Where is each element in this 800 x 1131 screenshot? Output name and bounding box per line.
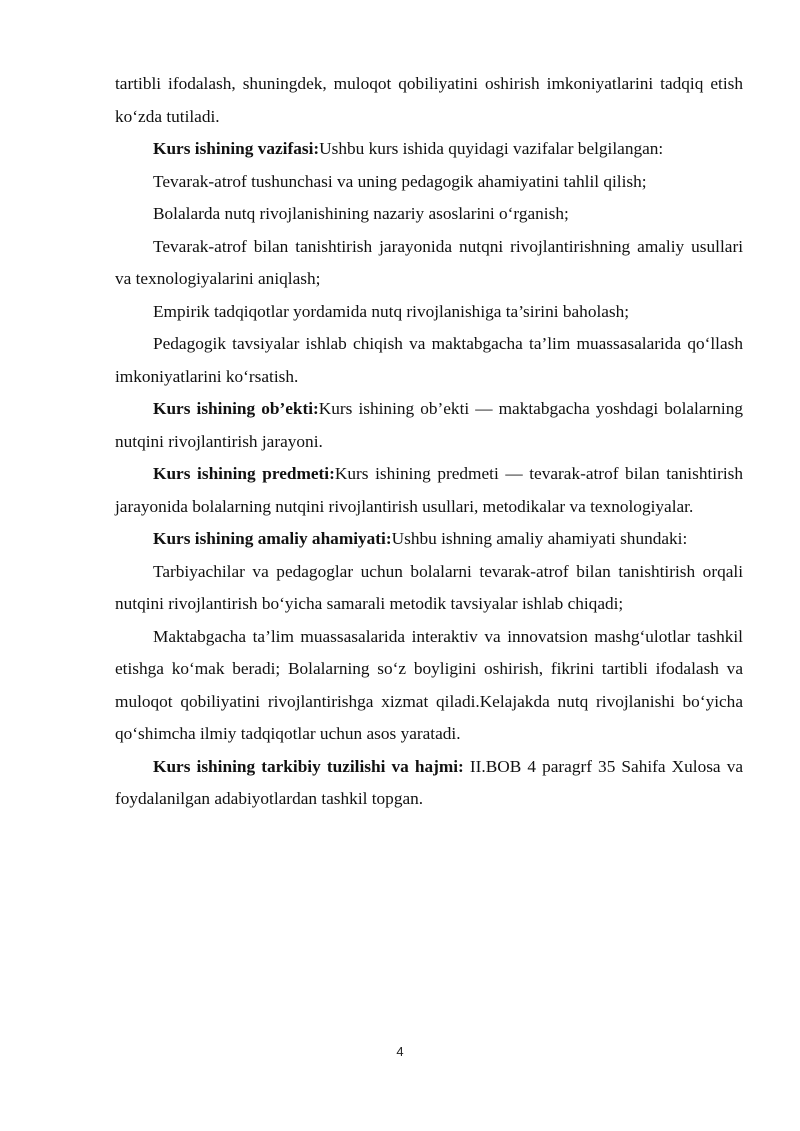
paragraph-text: tartibli ifodalash, shuningdek, muloqot qobiliyatini oshirish imkoniyatlarini tadqiq etish ko‘zda tutiladi. [115,74,743,126]
paragraph-text: Kurs ishining predmeti — tevarak-atrof bilan tanishtirish jarayonida bolalarning nutqini rivojlantirish usullari, metodikalar va texnologiyalar. [115,464,744,516]
list-item [115,166,743,199]
list-item [115,556,743,621]
paragraph-subject [115,458,743,523]
section-heading: Kurs ishining vazifasi: [153,139,320,158]
paragraph-text: II.BOB 4 paragrf 35 Sahifa Xulosa va foydalanilgan adabiyotlardan tashkil topgan. [115,756,743,808]
paragraph-text: Tarbiyachilar va pedagoglar uchun bolalarni tevarak-atrof bilan tanishtirish orqali nutqini rivojlantirish bo‘yicha samarali metodik tavsiyalar ishlab chiqadi; [115,561,743,613]
list-item [115,621,743,751]
paragraph-text: Empirik tadqiqotlar yordamida nutq rivojlanishiga ta’sirini baholash; [153,301,630,321]
list-item [115,296,743,329]
paragraph-tasks-intro [115,133,743,166]
paragraph-continuation [115,68,743,133]
paragraph-text: Maktabgacha ta’lim muassasalarida interaktiv va innovatsion mashg‘ulotlar tashkil etishga ko‘mak beradi; Bolalarning so‘z boyligini oshirish, fikrini tartibli ifodalash va muloqot qobiliyatini rivojlantirishga xizmat qiladi.Kelajakda nutq rivojlanishi bo‘yicha qo‘shimcha ilmiy tadqiqotlar uchun asos yaratadi. [115,626,743,743]
body-text [115,68,743,816]
paragraph-text: Pedagogik tavsiyalar ishlab chiqish va maktabgacha ta’lim muassasalarida qo‘llash imkoniyatlarini ko‘rsatish. [115,334,743,386]
section-heading: Kurs ishining predmeti: [153,464,335,483]
paragraph-text: Kurs ishining ob’ekti — maktabgacha yoshdagi bolalarning nutqini rivojlantirish jarayoni. [115,399,743,451]
page-number: 4 [396,1044,404,1059]
paragraph-text: Tevarak-atrof bilan tanishtirish jarayonida nutqni rivojlantirishning amaliy usullari va texnologiyalarini aniqlash; [115,236,743,288]
paragraph-text: Ushbu ishning amaliy ahamiyati shundaki: [391,529,688,548]
paragraph-text: Ushbu kurs ishida quyidagi vazifalar belgilangan: [319,139,664,158]
section-heading: Kurs ishining tarkibiy tuzilishi va hajmi: [153,756,464,776]
paragraph-text: Tevarak-atrof tushunchasi va uning pedagogik ahamiyatini tahlil qilish; [153,171,647,191]
paragraph-structure [115,751,743,816]
list-item [115,328,743,393]
list-item [115,231,743,296]
section-heading: Kurs ishining ob’ekti: [153,399,319,418]
paragraph-object [115,393,743,458]
section-heading: Kurs ishining amaliy ahamiyati: [153,529,392,548]
paragraph-text: Bolalarda nutq rivojlanishining nazariy asoslarini o‘rganish; [153,204,569,223]
list-item [115,198,743,231]
paragraph-significance [115,523,743,556]
